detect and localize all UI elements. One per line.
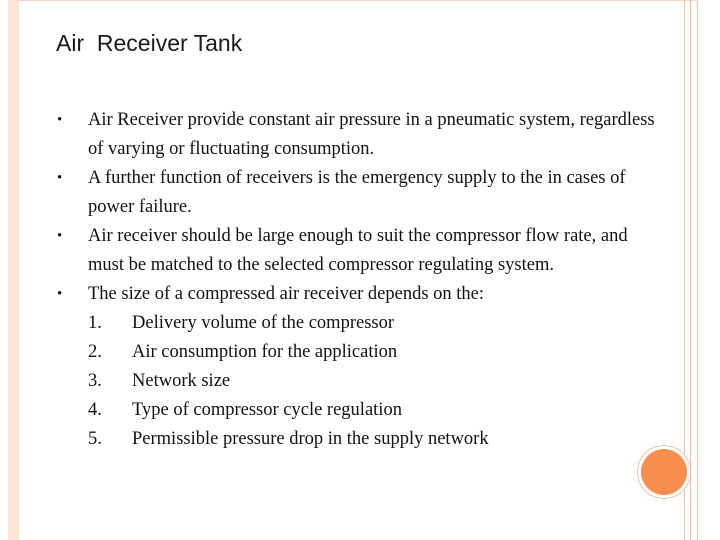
bullet-icon: •: [57, 286, 63, 302]
item-number: 5.: [88, 429, 102, 449]
item-text: Air consumption for the application: [132, 342, 398, 362]
frame-top-line: [8, 0, 698, 1]
slide-content: [54, 106, 664, 454]
bullet-item: [54, 280, 664, 309]
item-text: Delivery volume of the compressor: [132, 313, 395, 333]
frame-left-bar: [8, 0, 19, 540]
item-number: 3.: [88, 371, 102, 391]
item-text: Type of compressor cycle regulation: [132, 400, 402, 420]
bullet-text: Air receiver should be large enough to suit the compressor flow rate, and must be matched to the selected compressor regulating system.: [88, 226, 628, 275]
numbered-item: [54, 367, 664, 396]
bullet-item: [54, 106, 664, 164]
slide-title: Air Receiver Tank: [56, 30, 243, 56]
item-number: 2.: [88, 342, 102, 362]
frame-right-bar: [684, 0, 698, 540]
item-number: 1.: [88, 313, 102, 333]
bullet-icon: •: [57, 112, 63, 128]
item-text: Network size: [132, 371, 231, 391]
accent-circle-decoration: [641, 449, 687, 495]
bullet-item: [54, 164, 664, 222]
bullet-icon: •: [57, 170, 63, 186]
bullet-text: A further function of receivers is the emergency supply to the in cases of power failure.: [88, 168, 626, 217]
item-text: Permissible pressure drop in the supply network: [132, 429, 489, 449]
bullet-text: Air Receiver provide constant air pressure in a pneumatic system, regardless of varying or fluctuating consumption.: [88, 110, 655, 159]
bullet-text: The size of a compressed air receiver depends on the:: [88, 284, 485, 304]
frame-right-line: [690, 0, 691, 540]
numbered-item: [54, 309, 664, 338]
bullet-item: [54, 222, 664, 280]
numbered-item: [54, 425, 664, 454]
numbered-item: [54, 338, 664, 367]
numbered-item: [54, 396, 664, 425]
bullet-icon: •: [57, 228, 63, 244]
item-number: 4.: [88, 400, 102, 420]
